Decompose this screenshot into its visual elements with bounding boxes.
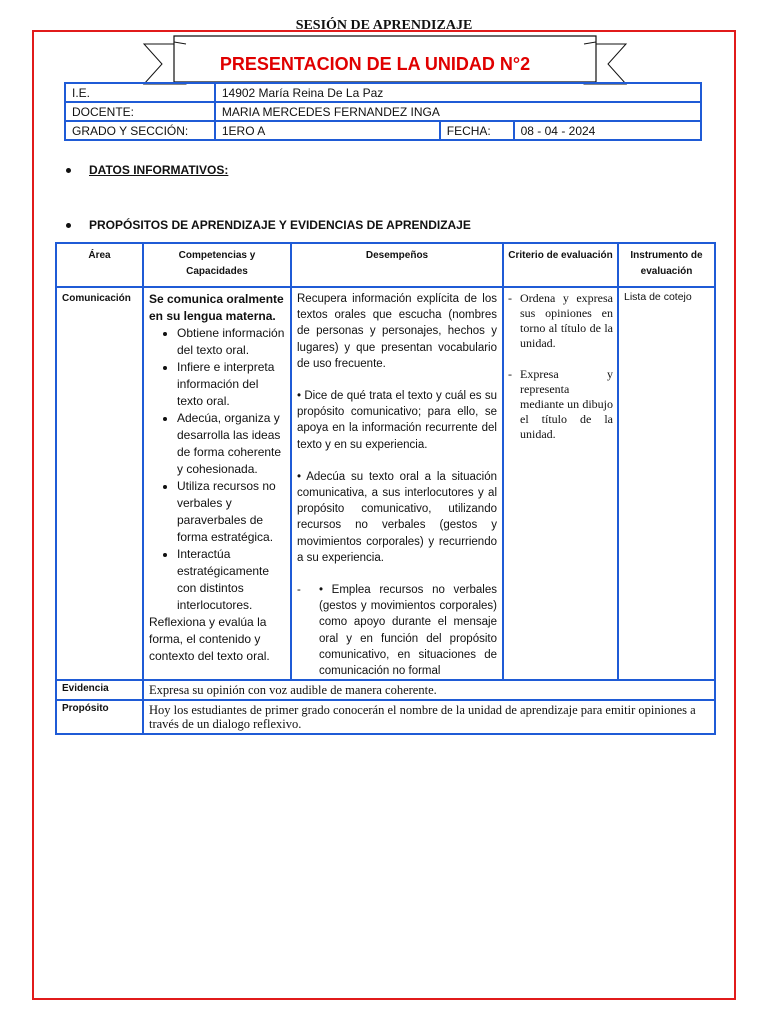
capacidades-list (149, 325, 286, 614)
list-item: • Obtiene información del texto oral. (177, 325, 286, 359)
desempeno-3: • Adecúa su texto oral a la situación comunicativa, a sus interlocutores y al propósito comunicativo, utilizando recursos no verbales (gestos y movimientos corporales) y recurriendo a su experiencia. (297, 470, 497, 564)
desempenos-cell (291, 287, 503, 680)
header-desempenos: Desempeños (291, 243, 503, 287)
criterio-1 (508, 291, 613, 351)
header-competencias: Competencias y Capacidades (143, 243, 291, 287)
document-header: SESIÓN DE APRENDIZAJE (295, 18, 473, 30)
table-row-comunicacion (56, 287, 715, 680)
header-criterio: Criterio de evaluación (503, 243, 618, 287)
capacidad-final: Reflexiona y evalúa la forma, el contenido y contexto del texto oral. (149, 615, 270, 663)
criterio-1-text: Ordena y expresa sus opiniones en torno al título de la unidad. (520, 291, 613, 350)
list-item: • Infiere e interpreta información del texto oral. (177, 359, 286, 410)
table-row-proposito (56, 700, 715, 734)
info-row-ie (65, 83, 701, 102)
instrumento-cell: Lista de cotejo (618, 287, 715, 680)
competencia-title: Se comunica oralmente en su lengua materna. (149, 292, 284, 323)
desempeno-4-dash: - (297, 584, 301, 597)
grado-label: GRADO Y SECCIÓN: (65, 121, 215, 140)
ie-label: I.E. (65, 83, 215, 102)
learning-table (55, 242, 716, 735)
evidencia-label: Evidencia (56, 680, 143, 700)
criterio-2-text: Expresa y representa mediante un dibujo el título de la unidad. (520, 367, 613, 441)
docente-label: DOCENTE: (65, 102, 215, 121)
propositos-heading: PROPÓSITOS DE APRENDIZAJE Y EVIDENCIAS DE APRENDIZAJE (89, 218, 471, 232)
banner-title: PRESENTACION DE LA UNIDAD N°2 (219, 54, 531, 74)
list-item: • Adecúa, organiza y desarrolla las ideas de forma coherente y cohesionada. (177, 410, 286, 478)
header-instrumento: Instrumento de evaluación (618, 243, 715, 287)
section-propositos (66, 218, 471, 232)
bullet-dot (66, 168, 71, 173)
section-datos (66, 163, 228, 177)
info-row-docente (65, 102, 701, 121)
datos-heading: DATOS INFORMATIVOS: (89, 163, 229, 177)
desempeno-4 (297, 582, 497, 679)
table-header-row (56, 243, 715, 287)
bullet-dot (66, 223, 71, 228)
criterio-2 (508, 367, 613, 442)
table-row-evidencia (56, 680, 715, 700)
proposito-label: Propósito (56, 700, 143, 734)
desempeno-1: Recupera información explícita de los textos orales que escucha (nombres de personas y personajes, hechos y lugares) y que presentan vocabulario de uso frecuente. (297, 293, 497, 370)
fecha-value: 08 - 04 - 2024 (514, 121, 701, 140)
competencias-cell (143, 287, 291, 680)
grado-value: 1ERO A (215, 121, 440, 140)
docente-value: MARIA MERCEDES FERNANDEZ INGA (215, 102, 701, 121)
fecha-label: FECHA: (440, 121, 514, 140)
criterio-cell (503, 287, 618, 680)
ie-value: 14902 María Reina De La Paz (215, 83, 701, 102)
list-item: • Interactúa estratégicamente con distintos interlocutores. (177, 546, 286, 614)
desempeno-2: • Dice de qué trata el texto y cuál es su propósito comunicativo; para ello, se apoya en la información recurrente del texto y en su experiencia. (297, 390, 497, 451)
area-cell: Comunicación (56, 287, 143, 680)
header-area: Área (56, 243, 143, 287)
list-item: • Utiliza recursos no verbales y paraverbales de forma estratégica. (177, 478, 286, 546)
desempeno-4-text: • Emplea recursos no verbales (gestos y movimientos corporales) como apoyo durante el mensaje oral y en función del propósito comunicativo, en situaciones de comunicación no formal (319, 584, 497, 678)
evidencia-text: Expresa su opinión con voz audible de manera coherente. (143, 680, 715, 700)
criterio-1-dash: - (508, 291, 512, 305)
info-table (64, 82, 702, 141)
proposito-text: Hoy los estudiantes de primer grado conocerán el nombre de la unidad de aprendizaje para emitir opiniones a través de un dialogo reflexivo. (143, 700, 715, 734)
criterio-2-dash: - (508, 367, 512, 381)
info-row-grado (65, 121, 701, 140)
